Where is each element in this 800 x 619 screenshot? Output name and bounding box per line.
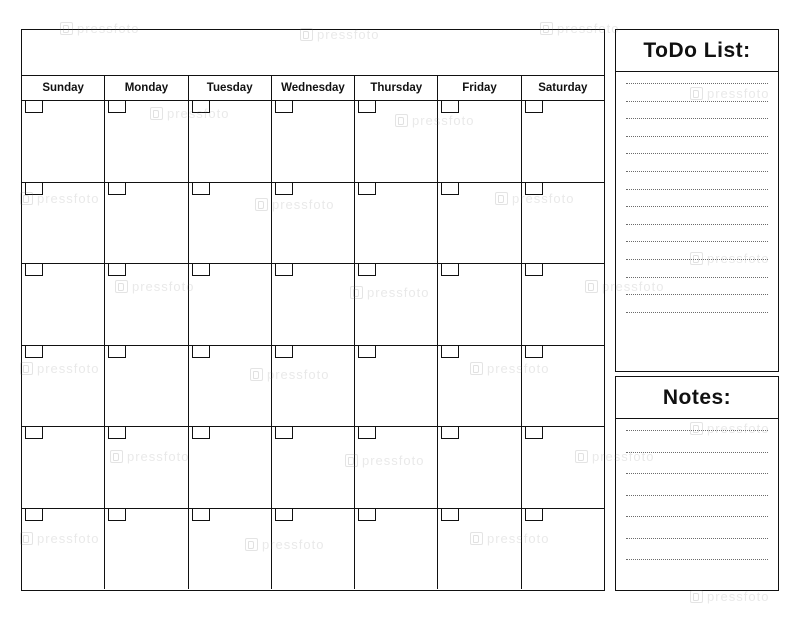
calendar-week-row (22, 264, 604, 346)
weekday-header-monday: Monday (105, 76, 188, 100)
weekday-header-row (22, 76, 604, 101)
weekday-header-friday: Friday (438, 76, 521, 100)
day-cell[interactable] (355, 183, 438, 264)
day-cell[interactable] (438, 509, 521, 590)
todo-line[interactable] (626, 206, 768, 207)
day-cell[interactable] (522, 346, 604, 427)
calendar-week-row (22, 101, 604, 183)
day-cell[interactable] (272, 183, 355, 264)
day-cell[interactable] (355, 427, 438, 508)
date-number-box (358, 346, 376, 358)
date-number-box (192, 427, 210, 439)
day-cell[interactable] (522, 264, 604, 345)
date-number-box (441, 183, 459, 195)
day-cell[interactable] (22, 264, 105, 345)
date-number-box (358, 264, 376, 276)
day-cell[interactable] (189, 509, 272, 590)
date-number-box (192, 346, 210, 358)
todo-list-title: ToDo List: (643, 38, 751, 62)
date-number-box (275, 264, 293, 276)
weekday-header-saturday: Saturday (538, 82, 588, 94)
day-cell[interactable] (22, 101, 105, 182)
day-cell[interactable] (105, 264, 188, 345)
day-cell[interactable] (522, 509, 604, 590)
date-number-box (25, 427, 43, 439)
notes-line[interactable] (626, 452, 768, 453)
date-number-box (525, 101, 543, 113)
day-cell[interactable] (189, 427, 272, 508)
weekday-header-tuesday: Tuesday (189, 76, 272, 100)
side-column (615, 29, 779, 591)
day-cell[interactable] (522, 101, 604, 182)
day-cell[interactable] (22, 509, 105, 590)
todo-line[interactable] (626, 171, 768, 172)
date-number-box (441, 264, 459, 276)
date-number-box (275, 101, 293, 113)
notes-title: Notes: (662, 385, 732, 409)
monthly-calendar (21, 29, 605, 591)
day-cell[interactable] (438, 101, 521, 182)
day-cell[interactable] (522, 183, 604, 264)
date-number-box (192, 509, 210, 521)
day-cell[interactable] (355, 509, 438, 590)
date-number-box (25, 183, 43, 195)
calendar-week-row (22, 509, 604, 590)
day-cell[interactable] (272, 427, 355, 508)
todo-line[interactable] (626, 136, 768, 137)
date-number-box (275, 183, 293, 195)
todo-line[interactable] (626, 241, 768, 242)
date-number-box (441, 101, 459, 113)
day-cell[interactable] (355, 264, 438, 345)
day-cell[interactable] (438, 264, 521, 345)
todo-line[interactable] (626, 189, 768, 190)
date-number-box (192, 101, 210, 113)
day-cell[interactable] (438, 427, 521, 508)
date-number-box (25, 264, 43, 276)
date-number-box (441, 509, 459, 521)
date-number-box (525, 264, 543, 276)
notes-panel (615, 376, 779, 591)
notes-line[interactable] (626, 473, 768, 474)
todo-line[interactable] (626, 224, 768, 225)
date-number-box (441, 346, 459, 358)
todo-line[interactable] (626, 259, 768, 260)
date-number-box (192, 183, 210, 195)
day-cell[interactable] (22, 346, 105, 427)
todo-line[interactable] (626, 83, 768, 84)
todo-line[interactable] (626, 101, 768, 102)
day-cell[interactable] (105, 346, 188, 427)
date-number-box (108, 427, 126, 439)
day-cell[interactable] (22, 427, 105, 508)
todo-line[interactable] (626, 294, 768, 295)
day-cell[interactable] (189, 101, 272, 182)
calendar-title-row (22, 30, 604, 76)
date-number-box (108, 346, 126, 358)
date-number-box (358, 183, 376, 195)
todo-line[interactable] (626, 312, 768, 313)
day-cell[interactable] (105, 427, 188, 508)
watermark-text: pressfoto (690, 588, 769, 604)
watermark-logo-icon (690, 590, 703, 603)
notes-header (616, 377, 778, 419)
calendar-week-row (22, 183, 604, 265)
day-cell[interactable] (189, 346, 272, 427)
day-cell[interactable] (522, 427, 604, 508)
day-cell[interactable] (272, 264, 355, 345)
day-cell[interactable] (355, 346, 438, 427)
date-number-box (441, 427, 459, 439)
calendar-week-row (22, 427, 604, 509)
day-cell[interactable] (105, 509, 188, 590)
weekday-header-sunday: Sunday (22, 76, 105, 100)
day-cell[interactable] (105, 101, 188, 182)
todo-line[interactable] (626, 118, 768, 119)
day-cell[interactable] (189, 264, 272, 345)
day-cell[interactable] (105, 183, 188, 264)
date-number-box (192, 264, 210, 276)
calendar-week-row (22, 346, 604, 428)
day-cell[interactable] (22, 183, 105, 264)
date-number-box (525, 346, 543, 358)
date-number-box (525, 427, 543, 439)
day-cell[interactable] (272, 101, 355, 182)
date-number-box (358, 101, 376, 113)
date-number-box (25, 346, 43, 358)
day-cell[interactable] (438, 346, 521, 427)
date-number-box (25, 101, 43, 113)
todo-line[interactable] (626, 277, 768, 278)
date-number-box (108, 183, 126, 195)
date-number-box (275, 427, 293, 439)
date-number-box (525, 183, 543, 195)
day-cell[interactable] (189, 183, 272, 264)
notes-line[interactable] (626, 559, 768, 560)
day-cell[interactable] (272, 346, 355, 427)
date-number-box (108, 101, 126, 113)
notes-line[interactable] (626, 495, 768, 496)
calendar-weeks (22, 101, 604, 589)
date-number-box (108, 509, 126, 521)
notes-lines[interactable] (616, 419, 778, 560)
date-number-box (525, 509, 543, 521)
date-number-box (275, 346, 293, 358)
notes-line[interactable] (626, 430, 768, 431)
day-cell[interactable] (438, 183, 521, 264)
weekday-header-wednesday: Wednesday (272, 76, 355, 100)
date-number-box (275, 509, 293, 521)
date-number-box (358, 509, 376, 521)
weekday-header-thursday: Thursday (355, 76, 438, 100)
date-number-box (108, 264, 126, 276)
day-cell[interactable] (272, 509, 355, 590)
date-number-box (25, 509, 43, 521)
todo-line[interactable] (626, 153, 768, 154)
notes-line[interactable] (626, 538, 768, 539)
todo-list-header (616, 30, 778, 72)
notes-line[interactable] (626, 516, 768, 517)
day-cell[interactable] (355, 101, 438, 182)
todo-list-panel (615, 29, 779, 372)
date-number-box (358, 427, 376, 439)
todo-list-lines[interactable] (616, 72, 778, 313)
